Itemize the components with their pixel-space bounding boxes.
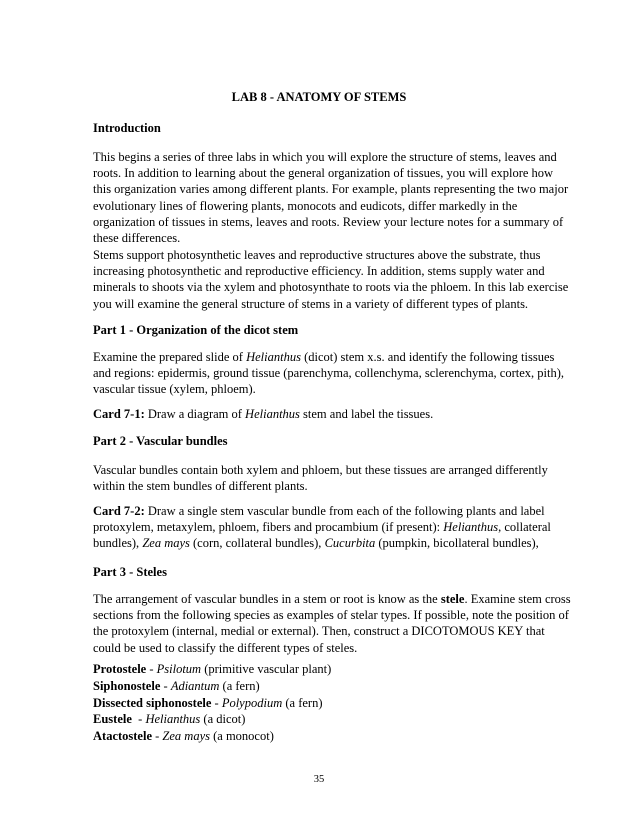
intro-paragraph-1: This begins a series of three labs in which you will explore the structure of stems, leaves and roots. In addition to learning about the general organization of tissues, you will explore how this organization varies among different plants. For example, plants representing the two major evolutionary lines of flowering plants, monocots and eudicots, differ markedly in the organization of tissues in stems, leaves and roots. Review your lecture notes for a summary of these differences. <box>93 150 569 246</box>
stele-item: Dissected siphonostele - Polypodium (a fern) <box>93 695 323 710</box>
card-7-1: Card 7-1: Draw a diagram of Helianthus stem and label the tissues. <box>93 407 434 421</box>
stele-types-list <box>93 661 331 745</box>
part3-heading: Part 3 - Steles <box>93 565 167 579</box>
part2-paragraph: Vascular bundles contain both xylem and phloem, but these tissues are arranged differently within the stem bundles of different plants. <box>93 463 548 494</box>
card-7-2-label: Card 7-2: <box>93 504 145 518</box>
part1-heading: Part 1 - Organization of the dicot stem <box>93 323 299 337</box>
stele-item: Protostele - Psilotum (primitive vascular plant) <box>93 662 332 676</box>
stele-item: Eustele - Helianthus (a dicot) <box>93 712 246 727</box>
page-title: LAB 8 - ANATOMY OF STEMS <box>231 90 407 104</box>
part3-paragraph: The arrangement of vascular bundles in a stem or root is know as the stele. Examine stem cross sections from the following species as examples of stelar types. If possible, note the position of the protoxylem (internal, medial or external). Then, construct a DICOTOMOUS KEY that could be used to classify the different types of steles. <box>93 592 571 655</box>
introduction-heading: Introduction <box>93 121 161 135</box>
part1-paragraph: Examine the prepared slide of Helianthus (dicot) stem x.s. and identify the following tissues and regions: epidermis, ground tissue (parenchyma, collenchyma, sclerenchyma, cortex, pith), vascular tissue (xylem, phloem). <box>93 350 565 397</box>
intro-paragraph-2: Stems support photosynthetic leaves and reproductive structures above the substrate, thus increasing photosynthetic and reproductive efficiency. In addition, stems supply water and minerals to shoots via the xylem and photosynthate to roots via the phloem. In this lab exercise you will examine the general structure of stems in a variety of different types of plants. <box>93 248 569 311</box>
stele-item: Atactostele - Zea mays (a monocot) <box>93 729 274 744</box>
page-number: 35 <box>313 774 325 785</box>
card-7-2: Card 7-2: Draw a single stem vascular bundle from each of the following plants and label protoxylem, metaxylem, phloem, fibers and procambium (if present): Helianthus, collateral bundles), Zea mays (corn, collateral bundles), Cucurbita (pumpkin, bicollateral bundles), <box>93 504 551 551</box>
stele-item: Siphonostele - Adiantum (a fern) <box>93 678 260 693</box>
card-7-1-label: Card 7-1: <box>93 407 145 421</box>
part2-heading: Part 2 - Vascular bundles <box>93 434 228 448</box>
